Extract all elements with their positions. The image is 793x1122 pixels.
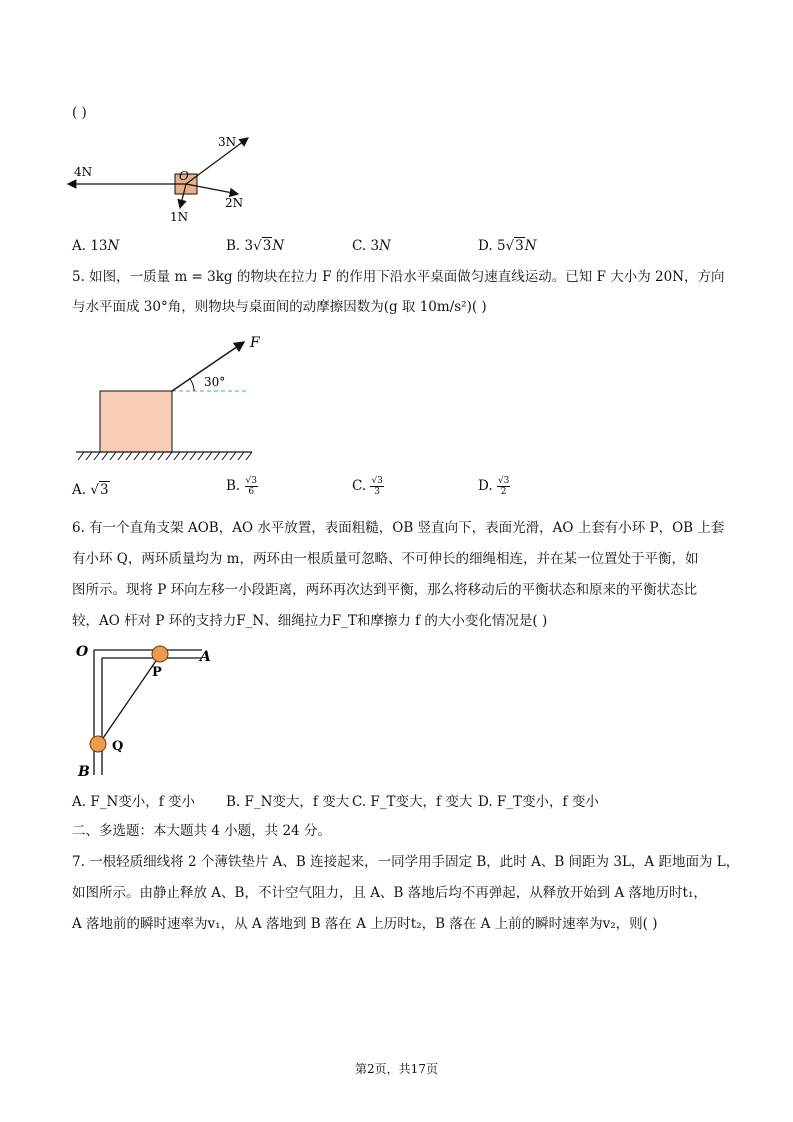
q6-ring-p (152, 646, 168, 662)
q5-line-2: 与水平面成 30°角，则物块与桌面间的动摩擦因数为(g 取 10m/s²)( ) (72, 299, 487, 315)
q7-line-3: A 落地前的瞬时速率为v₁，从 A 落地到 B 落在 A 上历时t₂，B 落在 A 上前的瞬时速率为v₂，则( ) (72, 916, 658, 932)
q4-arrow-3n (186, 138, 248, 184)
q4-label-o: O (179, 169, 189, 183)
q6-line-3: 图所示。现将 P 环向左移一小段距离，两环再次达到平衡，那么将移动后的平衡状态和原来的平衡状态比 (72, 582, 698, 598)
q5-option-c: C. $\frac{√3}{3}$ (352, 476, 383, 497)
q6-option-d: D. F_T变小，f 变小 (478, 794, 599, 810)
q6-option-c: C. F_T变大，f 变大 (352, 794, 473, 810)
q6-label-p: P (152, 665, 162, 680)
q6-string (99, 655, 160, 744)
q5-angle-arc (190, 379, 194, 391)
q4-label-4n: 4N (74, 165, 93, 179)
q5-label-f: F (250, 335, 260, 351)
q5-option-a: A. √3 (72, 482, 109, 498)
q4-option-b: B. 3√3N (226, 238, 285, 254)
q6-label-q: Q (112, 739, 124, 754)
q6-label-a: A (200, 649, 211, 665)
q4-label-1n: 1N (170, 210, 189, 224)
q6-ring-q (90, 736, 106, 752)
q5-ground-hatch (78, 452, 252, 460)
q6-option-a: A. F_N变小，f 变小 (72, 794, 196, 810)
q5-block-diagram (72, 330, 272, 465)
q5-option-b: B. $\frac{√3}{6}$ (226, 476, 257, 497)
q4-option-d: D. 5√3N (478, 238, 537, 254)
q6-label-o: O (76, 644, 89, 660)
q6-line-2: 有小环 Q，两环质量均为 m，两环由一根质量可忽略、不可伸长的细绳相连，并在某一位置处于平衡，如 (72, 551, 699, 567)
q5-option-d: D. $\frac{√3}{2}$ (478, 476, 510, 497)
q6-bracket-diagram (72, 640, 232, 780)
q4-option-c: C. 3N (352, 238, 391, 254)
page-footer: 第2页，共17页 (355, 1062, 438, 1076)
q4-option-a: A. 13N (72, 238, 120, 254)
q5-block (100, 391, 172, 452)
q6-line-1: 6. 有一个直角支架 AOB，AO 水平放置，表面粗糙，OB 竖直向下，表面光滑，AO 上套有小环 P，OB 上套 (72, 520, 725, 536)
q7-line-1: 7. 一根轻质细线将 2 个薄铁垫片 A、B 连接起来，一同学用手固定 B，此时 A、B 间距为 3L，A 距地面为 L， (72, 854, 740, 870)
q6-line-4: 较，AO 杆对 P 环的支持力F_N、细绳拉力F_T和摩擦力 f 的大小变化情况是( ) (72, 613, 548, 629)
q6-option-b: B. F_N变大，f 变大 (226, 794, 350, 810)
q7-line-2: 如图所示。由静止释放 A、B，不计空气阻力，且 A、B 落地后均不再弹起，从释放开始到 A 落地历时t₁， (72, 885, 707, 901)
q4-paren: ( ) (72, 105, 87, 121)
q6-label-b: B (78, 764, 90, 780)
q5-line-1: 5. 如图，一质量 m = 3kg 的物块在拉力 F 的作用下沿水平桌面做匀速直线运动。已知 F 大小为 20N，方向 (72, 269, 725, 285)
section-heading: 二、多选题：本大题共 4 小题，共 24 分。 (72, 823, 331, 839)
q4-label-2n: 2N (225, 196, 244, 210)
q4-label-3n: 3N (218, 135, 237, 149)
q4-force-diagram (60, 128, 280, 228)
q5-label-angle: 30° (204, 375, 226, 389)
